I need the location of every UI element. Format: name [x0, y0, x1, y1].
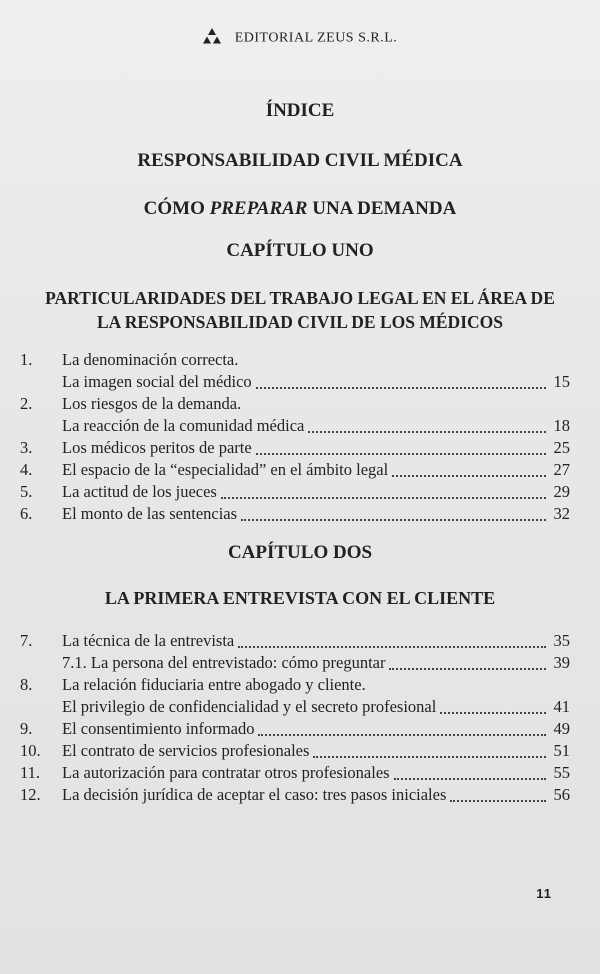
publisher-logo-icon: [203, 28, 221, 49]
book-subtitle: CÓMO PREPARAR UNA DEMANDA: [143, 198, 457, 219]
toc-entry: El privilegio de confidencialidad y el secreto profesional 41: [62, 697, 570, 716]
toc-entry: 8. La relación fiduciaria entre abogado y cliente.: [20, 675, 366, 694]
toc-entry: 12. La decisión jurídica de aceptar el caso: tres pasos iniciales 56: [20, 785, 570, 804]
toc-entry: 7.1. La persona del entrevistado: cómo preguntar 39: [62, 653, 570, 672]
toc-entry: 7. La técnica de la entrevista 35: [20, 631, 570, 650]
chapter-one-heading: CAPÍTULO UNO: [226, 240, 374, 261]
toc-entry: La imagen social del médico 15: [62, 372, 570, 391]
publisher-name: EDITORIAL ZEUS S.R.L.: [234, 30, 398, 46]
toc-entry: 3. Los médicos peritos de parte 25: [20, 438, 570, 457]
chapter-two-title: LA PRIMERA ENTREVISTA CON EL CLIENTE: [104, 588, 496, 608]
book-title: RESPONSABILIDAD CIVIL MÉDICA: [137, 150, 463, 171]
toc-entry: 9. El consentimiento informado 49: [20, 719, 570, 738]
toc-entry: 10. El contrato de servicios profesionales 51: [20, 741, 570, 760]
chapter-two-heading: CAPÍTULO DOS: [227, 542, 373, 563]
page-header: [0, 28, 600, 49]
toc-entry: 4. El espacio de la “especialidad” en el ámbito legal 27: [20, 460, 570, 479]
page-number: 11: [536, 886, 552, 901]
toc-entry: La reacción de la comunidad médica 18: [62, 416, 570, 435]
toc-entry: 5. La actitud de los jueces 29: [20, 482, 570, 501]
chapter-one-title: PARTICULARIDADES DEL TRABAJO LEGAL EN EL ÁREA DE LA RESPONSABILIDAD CIVIL DE LOS MÉDICOS: [45, 288, 555, 332]
toc-entry: 6. El monto de las sentencias 32: [20, 504, 570, 523]
toc-entry: 1. La denominación correcta.: [20, 350, 239, 369]
index-heading: ÍNDICE: [265, 100, 335, 121]
toc-entry: 11. La autorización para contratar otros profesionales 55: [20, 763, 570, 782]
toc-entry: 2. Los riesgos de la demanda.: [20, 394, 242, 413]
